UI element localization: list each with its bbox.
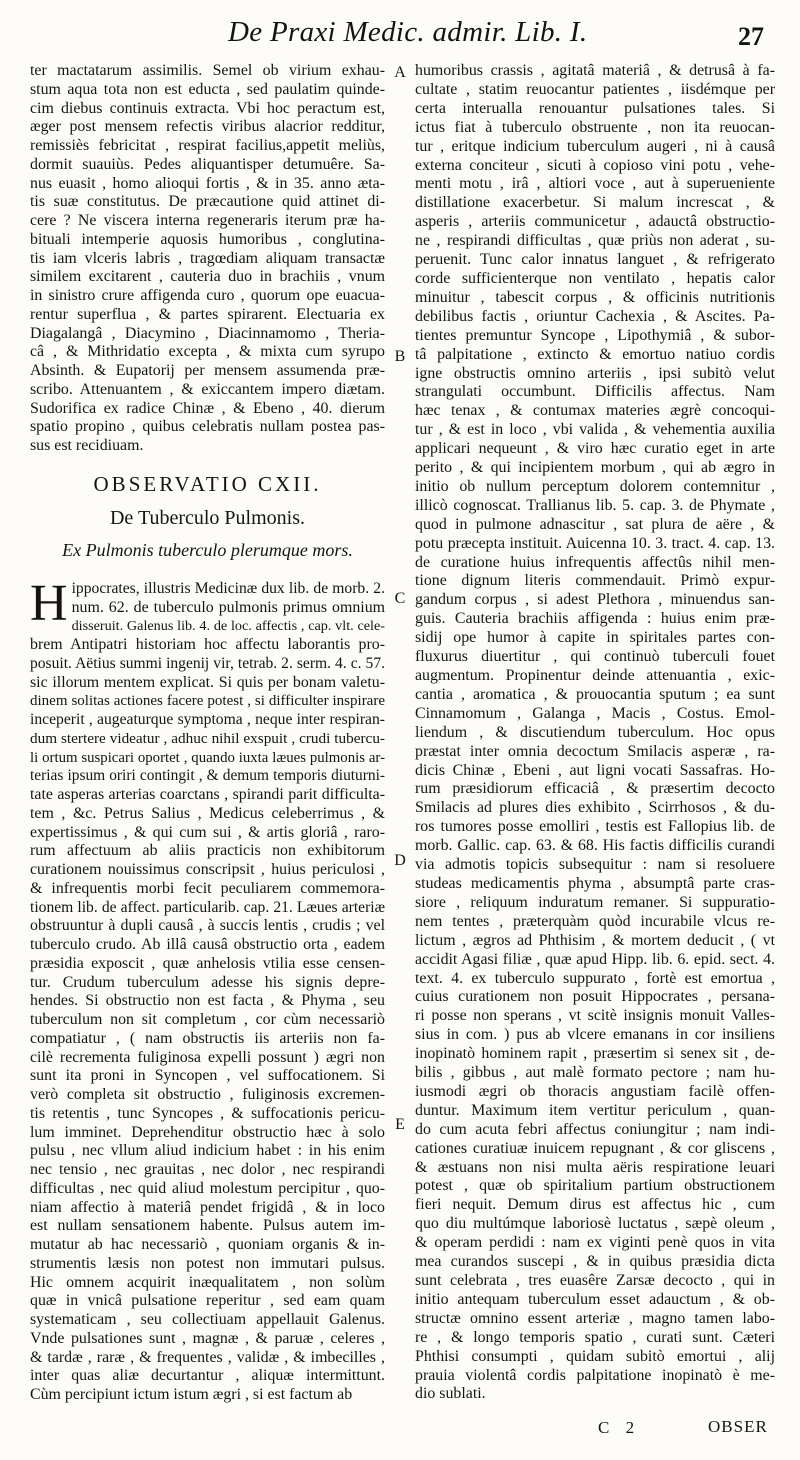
text-line: illicò cognoscat. Trallianus lib. 5. cap. 3. de Phymate , (415, 496, 775, 514)
text-line: verò completa sit obstructio , fuliginosis excremen- (30, 1086, 385, 1103)
text-line: cere ? Ne viscera interna regeneraris iterum præ ha- (30, 212, 385, 229)
drop-cap: H (30, 574, 68, 632)
text-line: rentur superflua , & partes spirarent. Electuaria ex (30, 305, 385, 323)
text-line: tientes premuntur Syncope , Lipothymiâ , & subor- (415, 326, 775, 344)
text-line: mea curandos suscepi , & in quibus præsidia dicta (415, 1253, 775, 1271)
text-line: nec tensio , nec grauitas , nec dolor , nec respirandi (30, 1161, 385, 1178)
text-line: peruenit. Tunc calor innatus languet , & refrigerato (415, 251, 775, 269)
text-line: accidit Agasi filiæ , quæ apud Hipp. lib. 6. epid. sect. 4. (415, 950, 775, 968)
text-line: disseruit. Galenus lib. 4. de loc. affectis , cap. vlt. cele- (71, 618, 385, 635)
text-line: stum aqua tota non est educta , sed paulatim quinde- (30, 80, 385, 98)
text-line: tem , &c. Petrus Salius , Medicus celeberrimus , & (30, 804, 385, 822)
text-line: perito , & qui incipientem morbum , qui ab ægro in (415, 459, 775, 477)
text-line: do cum acuta febri affectus coniungitur ; nam indi- (415, 1120, 775, 1138)
text-line: & operam perdidi : nam ex viginti penè quos in vita (415, 1234, 775, 1252)
text-line: gandum corpus , si adest Plethora , minuendus san- (415, 591, 775, 609)
text-line: Cùm percipiunt ictum istum ægri , si est factum ab (30, 1386, 353, 1403)
text-line: quæ in vnicâ pulsatione reperitur , sed eam quam (30, 1292, 385, 1310)
text-line: similem excitarent , cauteria duo in brachiis , vnum (30, 268, 385, 286)
text-line: de curatione huius infrequentis affectûs nihil men- (415, 553, 775, 571)
page-number: 27 (738, 22, 764, 51)
text-line: tis suæ constitutus. De præcautione quid attinet di- (30, 193, 385, 211)
observatio-subtitle: De Tuberculo Pulmonis. (109, 506, 306, 529)
text-line: igne obstructis omnino arteriis , ipsi subitò velut (415, 364, 775, 382)
text-line: hendes. Si obstructio non est facta , & Phyma , seu (30, 992, 385, 1010)
left-column-top-text (30, 62, 385, 456)
text-line: cantia , aromatica , & prouocantia sputum ; ea sunt (415, 685, 775, 703)
text-line: tuberculum non sit completum , cor cùm necessariò (30, 1011, 385, 1028)
text-line: tione dignum literis commendauit. Primò expur- (415, 572, 775, 590)
text-line: sunt celebrata , tres euasêre Zarsæ decocto , qui in (415, 1272, 775, 1289)
text-line: quo diu multúmque laboriosè luctatus , sæpè oleum , (415, 1215, 775, 1233)
text-line: li ortum suspicari oportet , quando iuxta læues pulmonis ar- (30, 749, 385, 766)
running-head (0, 0, 800, 60)
text-line: spatio propino , quibus celebratis nullam postea pas- (30, 418, 385, 436)
text-line: potu præcepta instituit. Auicenna 10. 3. tract. 4. cap. 13. (415, 534, 775, 552)
text-line: siore , reliquum induratum remaner. Si suppuratio- (415, 893, 775, 911)
text-line: tur , eritque indicium tuberculum augeri , ni à causâ (415, 137, 775, 155)
text-line: posuit. Aëtius summi ingenij vir, tetrab. 2. serm. 4. c. 57. (30, 654, 385, 672)
text-line: lum imminet. Deprehenditur obstructio hæc à solo (30, 1123, 385, 1141)
text-line: strangulati occumbunt. Difficilis affectus. Nam (415, 383, 775, 401)
text-line: menti motu , irâ , altiori voce , aut à superueniente (415, 175, 775, 193)
text-line: ros tumores posse emolliri , testis est Fallopius lib. de (415, 818, 775, 836)
left-column-bottom-text (30, 574, 385, 1405)
text-line: & infrequentis morbi fecit peculiarem commemora- (30, 879, 385, 897)
text-line: initio antequam tuberculum esset adauctum , & ob- (415, 1290, 775, 1308)
text-line: fieri nequit. Demum dirus est affectus hic , cum (415, 1196, 775, 1214)
text-line: nus euasit , homo alioqui fortis , & in 35. anno æta- (30, 174, 385, 192)
text-line: remissiès febricitat , respirat facilius,appetit meliùs, (30, 137, 385, 154)
text-line: scribo. Attenuantem , & exiccantem impero diætam. (30, 380, 385, 398)
text-line: niam affectio à materiâ pendet frigidâ , & in loco (30, 1198, 385, 1216)
catchword: OBSER (708, 1417, 768, 1436)
text-line: potest , quæ ob spiritalium partium obstructionem (415, 1177, 775, 1195)
margin-letter-d: D (394, 852, 406, 869)
text-line: ippocrates, illustris Medicinæ dux lib. de morb. 2. (71, 579, 385, 597)
text-line: systematicam , seu collectiuam appellauit Galenus. (30, 1311, 385, 1328)
text-line: text. 4. ex tuberculo suppurato , fortè est emortua , (415, 969, 775, 987)
text-line: asperis , arteriis communicetur , adauctâ obstructio- (415, 213, 775, 231)
text-line: initio ob nullum perceptum dolorem contemnitur , (415, 477, 775, 495)
text-line: applicari nequeunt , & viro hæc curatio eget in arte (415, 440, 775, 458)
text-line: morb. Gallic. cap. 63. & 68. His factis difficilis curandi (415, 837, 775, 855)
text-line: hæc tenax , & contumax materies ægrè concoqui- (415, 402, 775, 420)
text-line: guis. Cauteria brachiis affigenda : huius enim præ- (415, 610, 775, 628)
text-line: præstat inter omnia decoctum Smilacis asperæ , ra- (415, 742, 775, 760)
left-column (30, 62, 385, 1405)
text-line: strumentis læsis non potest non immutari pulsus. (30, 1254, 385, 1272)
text-line: sius in com. ) pus ab vlcere emanans in cor insiliens (415, 1026, 775, 1044)
text-line: re , & longo temporis spatio , curati sunt. Cæteri (415, 1328, 775, 1346)
text-line: Vnde pulsationes sunt , magnæ , & paruæ , celeres , (30, 1329, 385, 1347)
text-line: câ , & Mithridatio excepta , & mixta cum syrupo (30, 343, 385, 361)
text-line: prauia violentâ cordis palpitatione inopinatò è me- (415, 1366, 775, 1384)
observatio-heading: OBSERVATIO CXII. (93, 471, 322, 496)
text-line: Cinnamomum , Galanga , Macis , Costus. Emol- (415, 704, 775, 722)
text-line: ictus fiat à tuberculo obstruente , non ita reuocan- (415, 118, 775, 136)
observatio-lemma: Ex Pulmonis tuberculo plerumque mors. (62, 539, 353, 560)
margin-letter-b: B (394, 348, 406, 365)
text-line: cuius curationem non posuit Hippocrates , persana- (415, 988, 775, 1006)
text-line: tis retentis , tunc Syncopes , & suffocationis pericu- (30, 1104, 385, 1122)
text-line: pulsu , nec vllum aliud indicium habet : in his enim (30, 1142, 385, 1160)
margin-letter-e: E (395, 1116, 405, 1133)
text-line: augmentum. Propinentur deinde attenuantia , exic- (415, 667, 775, 684)
text-line: in sinistro crure affigenda curo , quorum ope euacua- (30, 287, 385, 304)
margin-letter-a: A (394, 64, 406, 81)
text-line: difficultas , nec quid aliud molestum percipitur , quo- (30, 1179, 385, 1197)
text-line: dum stertere videatur , adhuc nihil exspuit , crudi tubercu- (30, 729, 385, 747)
text-line: Smilacis ad plures dies exhibito , Scirrhosos , & du- (415, 799, 775, 817)
text-line: iusmodi ægri ob thoracis angustiam facilè offen- (415, 1082, 775, 1100)
text-line: Hic omnem acquirit inæqualitatem , non solùm (30, 1273, 385, 1291)
text-line: dio sublati. (415, 1385, 486, 1403)
text-line: humoribus crassis , agitatâ materiâ , & detrusâ à fa- (415, 62, 775, 79)
text-line: sunt ita proni in Syncopen , vel suffocationem. Si (30, 1067, 385, 1085)
running-title: De Praxi Medic. admir. Lib. I. (228, 16, 588, 48)
text-line: inopinatò hominem rapit , præsertim si senex sit , de- (415, 1045, 775, 1063)
text-line: tur. Crudum tuberculum adesse his signis depre- (30, 973, 385, 991)
text-line: sus est recidiuam. (30, 437, 144, 454)
text-line: dormit suauiùs. Pedes aliquantisper detumuêre. Sa- (30, 155, 385, 173)
text-line: debilibus factis , oriuntur Cachexia , & Ascites. Pa- (415, 307, 775, 325)
text-line: tionem lib. de affect. particularib. cap. 21. Læues arteriæ (30, 898, 385, 916)
text-line: curationem nouissimus conscripsit , huius periculosi , (30, 861, 385, 878)
text-line: minuitur , tabescit corpus , & officinis nutritionis (415, 288, 775, 306)
text-line: tur , & est in loco , vbi valida , & vehementia auxilia (415, 421, 775, 439)
text-line: bituali intemperie aquosis humoribus , conglutina- (30, 230, 385, 248)
text-line: ter mactatarum assimilis. Semel ob virium exhau- (30, 62, 385, 79)
text-line: mutatur ab hac necessariò , quoniam organis & in- (30, 1236, 385, 1253)
text-line: expertissimus , & qui cum sui , & artis gloriâ , raro- (30, 823, 385, 841)
text-line: distillatione exacerbetur. Si malum increscat , & (415, 194, 775, 212)
text-line: inceperit , augeaturque symptoma , neque inter respiran- (30, 711, 385, 728)
text-line: dinem solitas actiones facere potest , si difficulter inspirare (30, 693, 385, 710)
text-line: & tardæ , raræ , & frequentes , validæ , & imbecilles , (30, 1348, 385, 1366)
text-line: ri posse non sperans , vt scitè insignis monuit Valles- (415, 1007, 775, 1025)
signature-mark: C 2 (598, 1418, 641, 1437)
text-line: ne , respirandi difficultas , quæ priùs non aderat , su- (415, 232, 775, 250)
text-line: est nullam sensationem habente. Pulsus autem im- (30, 1217, 385, 1235)
text-line: tuberculo crudo. Ab illâ causâ obstructio orta , eadem (30, 936, 385, 953)
right-column (415, 62, 775, 1404)
text-line: obstruuntur à dupli causâ , à succis lentis , crudis ; vel (30, 917, 385, 935)
text-line: rum affectuum ab aliis practicis non exhibitorum (30, 842, 385, 860)
text-line: rum præsidiorum efficaciâ , & præsertim decocto (415, 780, 775, 798)
text-line: studeas medicamentis phyma , absumptâ parte cras- (415, 874, 775, 892)
text-line: compatiatur , ( nam obstructis iis arteriis non fa- (30, 1029, 385, 1047)
text-line: duntur. Maximum item vertitur periculum , quan- (415, 1101, 775, 1119)
text-line: Diagalangâ , Diacymino , Diacinnamomo , Theria- (30, 324, 385, 342)
text-line: quod in pulmone adnascitur , sat plura de aëre , & (415, 515, 775, 533)
text-line: inter quas aliæ decurtantur , aliquæ intermittunt. (30, 1367, 385, 1385)
text-line: brem Antipatri historiam hoc affectu laborantis pro- (30, 636, 385, 653)
text-line: tis iam vlceris labris , tragœdiam aliquam transactæ (30, 249, 385, 267)
text-line: corde sufficienterque non ventilato , hepatis calor (415, 269, 775, 287)
text-line: terias ipsum oriri contingit , & demum temporis diuturni- (30, 767, 385, 785)
text-line: cultate , statim reuocantur patientes , iisdémque per (415, 80, 775, 98)
text-line: certa interualla renouantur pulsationes tales. Si (415, 99, 775, 117)
text-line: tate asperas arterias coarctans , spirandi parit difficulta- (30, 786, 385, 803)
text-line: cilè recrementa fuliginosa expelli possunt ) ægri non (30, 1048, 385, 1066)
text-line: Phthisi consumpti , quidam subitò emortui , alij (415, 1347, 775, 1365)
text-line: cim diebus continuis extracta. Vbi hoc peractum est, (30, 99, 385, 117)
text-line: Absinth. & Eupatorij per mensem assumenda præ- (30, 362, 385, 379)
text-line: dicis Chinæ , Ebeni , aut ligni vocati Sassafras. Ho- (415, 761, 775, 779)
text-line: fluxurus diuertitur , qui continuò tuberculi fouet (415, 648, 775, 666)
text-line: structæ omnino essent arteriæ , magno tamen labo- (415, 1309, 775, 1327)
text-line: sidij ope humor à capite in spiritales partes con- (415, 629, 775, 647)
text-line: præsidia exposcit , quæ anhelosis vtilia esse censen- (30, 954, 385, 972)
margin-letter-c: C (394, 590, 406, 607)
text-line: liendum , & discutiendum tuberculum. Hoc opus (415, 723, 775, 741)
text-line: tâ palpitatione , extincto & emortuo natiuo cordis (415, 345, 775, 363)
text-line: bilis , gibbus , aut malè formato pectore ; nam hu- (415, 1064, 775, 1082)
text-line: æger post mensem refectis viribus alacrior redditur, (30, 118, 385, 136)
text-line: via admotis topicis subsequitur : nam si resoluere (415, 856, 775, 874)
text-line: nem tentes , præterquàm quòd incurabile vlcus re- (415, 912, 775, 930)
text-line: sic illorum mentem explicat. Si quis per bonam valetu- (30, 673, 385, 691)
text-line: externa conciteur , sicuti à copioso vini potu , vehe- (415, 156, 775, 174)
text-line: Sudorifica ex radice Chinæ , & Ebeno , 40. dierum (30, 399, 385, 417)
text-line: lictum , ægros ad Phthisim , & mortem deducit , ( vt (415, 931, 775, 949)
text-line: cationes curatiuæ inuicem repugnant , & cor gliscens , (415, 1139, 775, 1157)
text-line: num. 62. de tuberculo pulmonis primus omnium (71, 598, 385, 616)
text-line: & æstuans non nisi multa aëris respiratione leuari (415, 1158, 775, 1176)
